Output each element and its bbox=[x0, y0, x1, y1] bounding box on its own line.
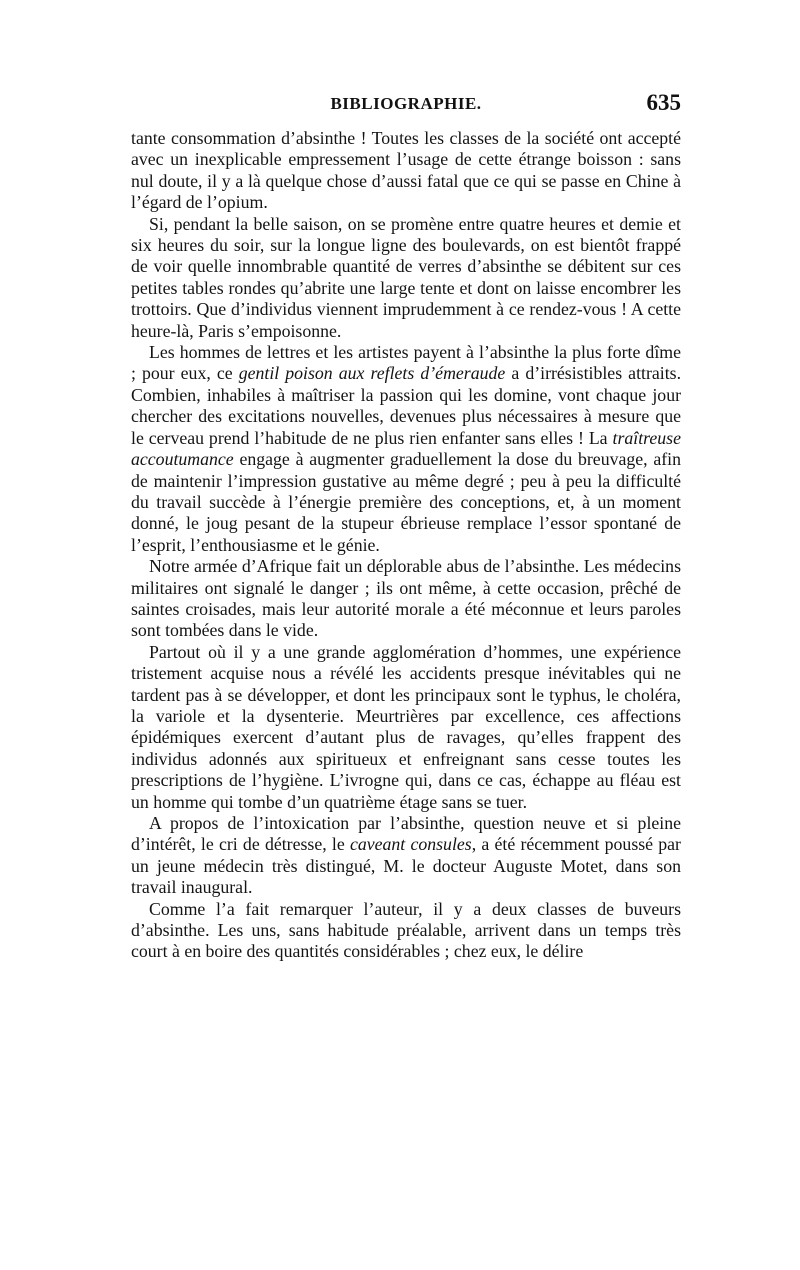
italic-phrase: traîtreuse accoutumance bbox=[131, 427, 681, 470]
text-run: A propos de l’intoxication par l’absinthe, question neuve et si pleine d’intérêt, le cri de détresse, le bbox=[131, 813, 681, 855]
paragraph bbox=[131, 899, 681, 963]
text-run: a d’irrésistibles attraits. Combien, inhabiles à maîtriser la passion qui les domine, vont chaque jour chercher des excitations nouvelles, devenues plus nécessaires à mesure que le cerveau prend l’habitude de ne plus rien enfanter sans elles ! La bbox=[131, 363, 682, 448]
text-run: Notre armée d’Afrique fait un déplorable abus de l’absinthe. Les médecins militaires ont signalé le danger ; ils ont même, à cette occasion, prêché de saintes croisades, mais leur autorité morale a été méconnue et leurs paroles sont tombées dans le vide. bbox=[131, 556, 681, 641]
running-head bbox=[131, 90, 681, 120]
text-run: Si, pendant la belle saison, on se promène entre quatre heures et demie et six heures du soir, sur la longue ligne des boulevards, on est bientôt frappé de voir quelle innombrable quantité de verres d’absinthe se débitent sur ces petites tables rondes qu’abrite une large tente et dont on laisse encombrer les trottoirs. Que d’individus viennent imprudemment à ce rendez-vous ! A cette heure-là, Paris s’empoisonne. bbox=[131, 213, 681, 341]
text-run: Comme l’a fait remarquer l’auteur, il y a deux classes de buveurs d’absinthe. Les uns, sans habitude préalable, arrivent dans un temps très court à en boire des quantités considérables ; chez eux, le délire bbox=[131, 898, 681, 962]
paragraph bbox=[131, 556, 681, 642]
paragraph bbox=[131, 342, 681, 556]
running-title: BIBLIOGRAPHIE. bbox=[330, 94, 482, 113]
paragraph bbox=[131, 642, 681, 813]
text-run: tante consommation d’absinthe ! Toutes les classes de la société ont accepté avec un inexplicable empressement l’usage de cette étrange boisson : sans nul doute, il y a là quelque chose d’aussi fatal que ce qui se passe en Chine à l’égard de l’opium. bbox=[131, 128, 681, 213]
paragraph bbox=[131, 214, 681, 342]
italic-phrase: caveant consules bbox=[349, 834, 472, 855]
paragraph bbox=[131, 813, 681, 899]
italic-phrase: gentil poison aux reflets d’émeraude bbox=[238, 363, 506, 384]
text-run: Les hommes de lettres et les artistes payent à l’absinthe la plus forte dîme ; pour eux, ce bbox=[131, 342, 681, 384]
paragraph bbox=[131, 128, 681, 214]
body-text bbox=[131, 128, 681, 963]
text-run: engage à augmenter graduellement la dose du breuvage, afin de maintenir l’impression gustative au même degré ; peu à peu la difficulté du travail succède à l’énergie première des conceptions, et, à un moment donné, le joug pesant de la stupeur ébrieuse remplace l’essor spontané de l’esprit, l’enthousiasme et le génie. bbox=[131, 449, 681, 555]
page-number: 635 bbox=[646, 90, 681, 115]
text-run: , a été récemment poussé par un jeune médecin très distingué, M. le docteur Auguste Motet, dans son travail inaugural. bbox=[131, 834, 681, 898]
text-run: Partout où il y a une grande agglomération d’hommes, une expérience tristement acquise nous a révélé les accidents presque inévitables qui ne tardent pas à se développer, et dont les principaux sont le typhus, le choléra, la variole et la dysenterie. Meurtrières par excellence, ces affections épidémiques exercent d’autant plus de ravages, qu’elles frappent des individus adonnés aux spiritueux et enfreignant sans cesse toutes les prescriptions de l’hygiène. L’ivrogne qui, dans ce cas, échappe au fléau est un homme qui tombe d’un quatrième étage sans se tuer. bbox=[131, 641, 681, 812]
